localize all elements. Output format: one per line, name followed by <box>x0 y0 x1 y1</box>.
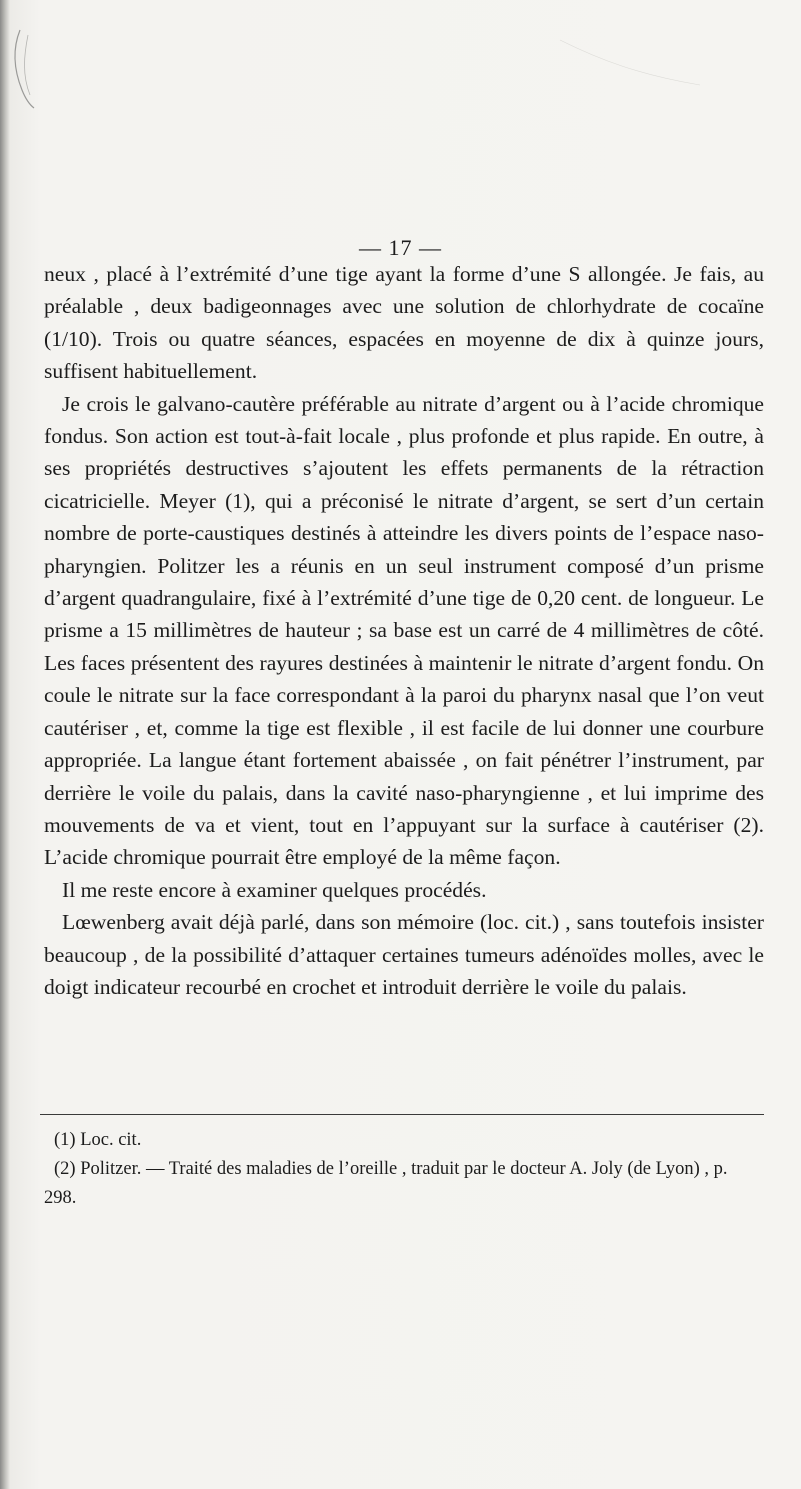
page-number: — 17 — <box>359 235 442 260</box>
paragraph-2: Je crois le galvano-cautère préférable au nitrate d’argent ou à l’acide chromique fondus. Son action est tout-à-fait locale , plus profonde et plus rapide. En outre, à ses propriétés destructives s’ajoutent les effets permanents de la rétraction cicatricielle. Meyer (1), qui a préconisé le nitrate d’argent, se sert d’un certain nombre de porte-caustiques destinés à atteindre les divers points de l’espace naso-pharyngien. Politzer les a réunis en un seul instrument composé d’un prisme d’argent quadrangulaire, fixé à l’extrémité d’une tige de 0,20 cent. de longueur. Le prisme a 15 millimètres de hauteur ; sa base est un carré de 4 millimètres de côté. Les faces présentent des rayures destinées à maintenir le nitrate d’argent fondu. On coule le nitrate sur la face correspondant à la paroi du pharynx nasal que l’on veut cautériser , et, comme la tige est flexible , il est facile de lui donner une courbure appropriée. La langue étant fortement abaissée , on fait pénétrer l’instrument, par derrière le voile du palais, dans la cavité naso-pharyngienne , et lui imprime des mouvements de va et vient, tout en l’appuyant sur la surface à cautériser (2). L’acide chromique pourrait être employé de la même façon. <box>44 391 764 870</box>
paragraph-1: neux , placé à l’extrémité d’une tige ayant la forme d’une S allongée. Je fais, au préalable , deux badigeonnages avec une solution de chlorhydrate de cocaïne (1/10). Trois ou quatre séances, espacées en moyenne de dix à quinze jours, suffisent habituellement. <box>44 262 764 384</box>
paragraph-4: Lœwenberg avait déjà parlé, dans son mémoire (loc. cit.) , sans toutefois insister beaucoup , de la possibilité d’attaquer certaines tumeurs adénoïdes molles, avec le doigt indicateur recourbé en crochet et introduit derrière le voile du palais. <box>44 910 764 999</box>
footnotes <box>44 1126 764 1213</box>
footnote-1: (1) Loc. cit. <box>54 1130 142 1150</box>
footnote-divider <box>40 1114 764 1115</box>
body-text <box>44 258 764 1003</box>
paper-marks <box>0 0 801 140</box>
paragraph-3: Il me reste encore à examiner quelques procédés. <box>62 877 487 902</box>
page-binding-edge <box>0 0 10 1489</box>
footnote-2: (2) Politzer. — Traité des maladies de l’oreille , traduit par le docteur A. Joly (de Lyon) , p. 298. <box>44 1159 728 1208</box>
